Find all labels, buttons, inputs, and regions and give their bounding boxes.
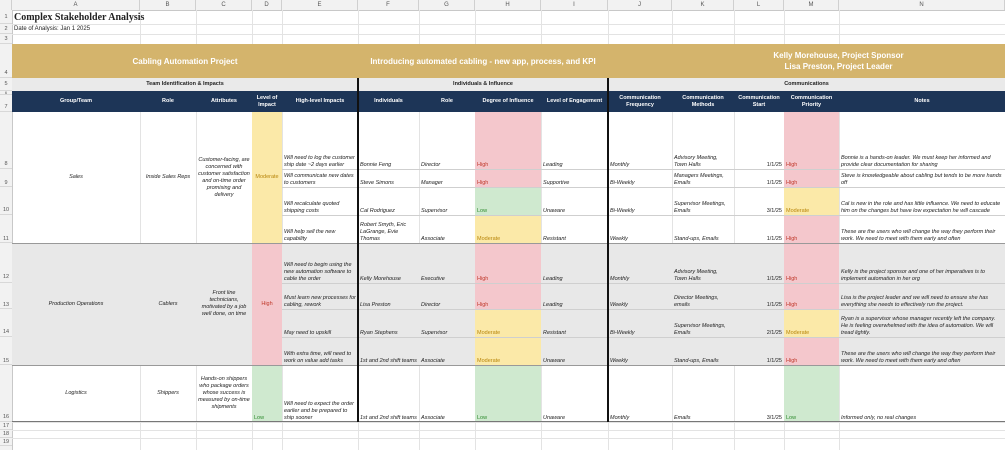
engagement-cell[interactable]: Leading [543,276,563,282]
column-header-b[interactable]: B [140,0,196,10]
impact-cell[interactable]: With extra time, will need to work on value add tasks [284,351,352,364]
start-date-cell[interactable]: 1/1/25 [766,236,782,242]
individual-cell[interactable]: 1st and 2nd shift teams [360,358,417,364]
header-priority: Communication Priority [784,91,839,112]
individual-role-cell[interactable]: Associate [421,415,445,421]
header-attributes: Attributes [196,91,252,112]
priority-cell[interactable]: High [784,283,839,309]
individual-cell[interactable]: Cal Rodriguez [360,208,395,214]
notes-cell[interactable]: Cal is new in the role and has little influence. We need to educate him on the changes but have low expectation he will cascade [841,201,1001,214]
methods-cell[interactable]: Supervisor Meetings, Emails [674,323,726,336]
header-methods: Communication Methods [672,91,734,112]
frequency-cell[interactable]: Bi-Weekly [610,208,635,214]
methods-cell[interactable]: Advisory Meeting, Town Halls [674,269,718,282]
row-header-5[interactable]: 5 [0,78,12,91]
impact-cell[interactable]: Will recalculate quoted shipping costs [284,201,340,214]
row-header-18[interactable]: 18 [0,430,12,438]
individual-cell[interactable]: Lisa Preston [360,302,391,308]
group-attributes[interactable]: Front line technicians, motivated by a job well done, on time [201,290,247,317]
start-date-cell[interactable]: 1/1/25 [766,358,782,364]
project-sponsor: Kelly Morehouse, Project Sponsor [773,51,904,60]
influence-cell[interactable]: Low [475,187,541,215]
impact-cell[interactable]: Will help sell the new capability [284,229,336,242]
individual-role-cell[interactable]: Director [421,162,441,168]
influence-cell[interactable]: High [475,112,541,169]
individual-cell[interactable]: Ryan Stephens [360,330,398,336]
impact-cell[interactable]: Will need to expect the order earlier and be prepared to ship sooner [284,401,354,421]
section-communications: Communications [608,78,1005,91]
row-header-14[interactable]: 14 [0,309,12,337]
engagement-cell[interactable]: Supportive [543,180,570,186]
row-header-19[interactable]: 19 [0,438,12,446]
priority-cell[interactable]: Low [784,365,839,422]
priority-cell[interactable]: High [784,215,839,243]
row-header-15[interactable]: 15 [0,337,12,365]
section-divider [357,78,359,422]
column-header-l[interactable]: L [734,0,784,10]
section-team: Team Identification & Impacts [12,78,358,91]
start-date-cell[interactable]: 3/1/25 [766,415,782,421]
impact-cell[interactable]: Must learn new processes for cabling, rework [284,295,356,308]
impact-cell[interactable]: Will need to log the customer ship date ~2 days earlier [284,155,355,168]
frequency-cell[interactable]: Weekly [610,302,628,308]
row-header-2[interactable]: 2 [0,24,12,34]
row-header-9[interactable]: 9 [0,169,12,187]
column-header-c[interactable]: C [196,0,252,10]
project-leadership [672,44,1005,78]
start-date-cell[interactable]: 1/1/25 [766,180,782,186]
frequency-cell[interactable]: Bi-Weekly [610,330,635,336]
individual-cell[interactable]: Bonnie Feng [360,162,392,168]
row-header-10[interactable]: 10 [0,187,12,215]
methods-cell[interactable]: Advisory Meeting, Town Halls [674,155,718,168]
column-header-k[interactable]: K [672,0,734,10]
individual-cell[interactable]: Kelly Morehouse [360,276,401,282]
frequency-cell[interactable]: Weekly [610,358,628,364]
row-header-11[interactable]: 11 [0,215,12,243]
frequency-cell[interactable]: Bi-Weekly [610,180,635,186]
impact-cell[interactable]: Will need to begin using the new automation software to cable the order [284,262,352,282]
frequency-cell[interactable]: Monthly [610,162,630,168]
methods-cell[interactable]: Stand-ups, Emails [674,358,719,364]
priority-cell[interactable]: High [784,243,839,283]
influence-cell[interactable]: High [475,283,541,309]
header-level: Level of Impact [252,91,282,112]
row-header-4[interactable]: 4 [0,44,12,78]
priority-cell[interactable]: Moderate [784,187,839,215]
column-header-d[interactable]: D [252,0,282,10]
spreadsheet-grid[interactable] [12,10,1005,450]
row-header-16[interactable]: 16 [0,365,12,422]
header-engagement: Level of Engagement [541,91,608,112]
influence-cell[interactable]: High [475,243,541,283]
header-individuals: Individuals [358,91,419,112]
row-header-6[interactable]: 6 [0,91,12,95]
row-header-3[interactable]: 3 [0,34,12,44]
project-name: Cabling Automation Project [132,56,238,66]
priority-cell[interactable]: Moderate [784,309,839,337]
notes-cell[interactable]: Kelly is the project sponsor and one of her imperatives is to implement automation in her org [841,269,985,282]
group-name[interactable]: Logistics [65,390,87,396]
methods-cell[interactable]: Managers Meetings, Emails [674,173,724,186]
influence-cell[interactable]: Moderate [475,309,541,337]
group-role[interactable]: Shippers [157,390,179,396]
header-frequency: Communication Frequency [608,91,672,112]
start-date-cell[interactable]: 1/1/25 [766,162,782,168]
influence-cell[interactable]: Moderate [475,337,541,365]
individual-role-cell[interactable]: Manager [421,180,443,186]
individual-role-cell[interactable]: Supervisor [421,330,448,336]
engagement-cell[interactable]: Leading [543,162,563,168]
group-level-of-impact[interactable]: Moderate [252,112,282,243]
header-start: Communication Start [734,91,784,112]
analysis-date: Date of Analysis: Jan 1 2025 [14,26,91,32]
notes-cell[interactable]: These are the users who will change the way they perform their work. We need to meet with them early and often [841,351,996,364]
section-divider [607,78,609,422]
engagement-cell[interactable]: Unaware [543,208,566,214]
project-description: Introducing automated cabling - new app, process, and KPI [370,56,596,66]
start-date-cell[interactable]: 1/1/25 [766,276,782,282]
frequency-cell[interactable]: Weekly [610,236,628,242]
group-name[interactable]: Production Operations [48,300,104,307]
influence-cell[interactable]: Moderate [475,215,541,243]
column-header-j[interactable]: J [608,0,672,10]
notes-cell[interactable]: Bonnie is a hands-on leader. We must keep her informed and provide clear documentation for sharing [841,155,991,168]
frequency-cell[interactable]: Monthly [610,415,630,421]
individual-role-cell[interactable]: Director [421,302,441,308]
section-individuals: Individuals & Influence [358,78,608,91]
engagement-cell[interactable]: Unaware [543,415,566,421]
row-header-8[interactable]: 8 [0,112,12,169]
header-notes: Notes [839,91,1005,112]
impact-cell[interactable]: May need to upskill [284,330,332,336]
column-header-h[interactable]: H [475,0,541,10]
row-header-7[interactable]: 7 [0,95,12,112]
influence-cell[interactable]: High [475,169,541,187]
engagement-cell[interactable]: Unaware [543,358,566,364]
notes-cell[interactable]: Steve is knowledgeable about cabling but tends to be more hands off [841,173,1002,186]
methods-cell[interactable]: Stand-ups, Emails [674,236,719,242]
influence-cell[interactable]: Low [475,365,541,422]
group-attributes[interactable]: Hands-on shippers who package orders whose success is measured by on-time shipments [198,376,250,410]
engagement-cell[interactable]: Resistant [543,236,566,242]
select-all-corner[interactable] [0,0,12,10]
group-name[interactable]: Sales [69,174,83,180]
impact-cell[interactable]: Will communicate new dates to customers [284,173,354,186]
individual-cell[interactable]: Steve Simons [360,180,394,186]
start-date-cell[interactable]: 2/1/25 [766,330,782,336]
column-header-a[interactable]: A [12,0,140,10]
individual-role-cell[interactable]: Executive [421,276,445,282]
methods-cell[interactable]: Emails [674,415,691,421]
notes-cell[interactable]: Ryan is a supervisor whose manager recently left the company. He is feeling overwhelmed with the idea of automation. We will tread lightly. [841,316,996,336]
group-attributes[interactable]: Customer-facing, are concerned with customer satisfaction and on-time order promising and delivery [198,156,250,198]
engagement-cell[interactable]: Leading [543,302,563,308]
individual-cell[interactable]: 1st and 2nd shift teams [360,415,417,421]
priority-cell[interactable]: High [784,337,839,365]
group-level-of-impact[interactable]: Low [252,365,282,422]
column-header-g[interactable]: G [419,0,475,10]
individual-role-cell[interactable]: Associate [421,236,445,242]
header-impacts: High-level Impacts [282,91,358,112]
header-role2: Role [419,91,475,112]
individual-cell[interactable]: Robert Smyth, Eric LaGrange, Evie Thomas [360,222,407,242]
methods-cell[interactable]: Supervisor Meetings, Emails [674,201,726,214]
column-header-f[interactable]: F [358,0,419,10]
notes-cell[interactable]: These are the users who will change the way they perform their work. We need to meet with them early and often [841,229,996,242]
individual-role-cell[interactable]: Supervisor [421,208,448,214]
row-header-12[interactable]: 12 [0,243,12,283]
header-role: Role [140,91,196,112]
engagement-cell[interactable]: Resistant [543,330,566,336]
header-group: Group/Team [12,91,140,112]
methods-cell[interactable]: Director Meetings, emails [674,295,719,308]
notes-cell[interactable]: Lisa is the project leader and we will need to ensure she has everything she needs to effectively run the project. [841,295,989,308]
column-header-m[interactable]: M [784,0,839,10]
column-header-e[interactable]: E [282,0,358,10]
notes-cell[interactable]: Informed only, no real changes [841,415,917,421]
start-date-cell[interactable]: 3/1/25 [766,208,782,214]
group-role[interactable]: Cablers [158,300,178,307]
row-header-13[interactable]: 13 [0,283,12,309]
individual-role-cell[interactable]: Associate [421,358,445,364]
header-influence: Degree of Influence [475,91,541,112]
frequency-cell[interactable]: Monthly [610,276,630,282]
priority-cell[interactable]: High [784,169,839,187]
priority-cell[interactable]: High [784,112,839,169]
group-role[interactable]: Inside Sales Reps [145,174,191,180]
row-header-1[interactable]: 1 [0,10,12,24]
group-level-of-impact[interactable]: High [252,243,282,365]
column-header-i[interactable]: I [541,0,608,10]
column-header-n[interactable]: N [839,0,1005,10]
start-date-cell[interactable]: 1/1/25 [766,302,782,308]
row-header-17[interactable]: 17 [0,422,12,430]
sheet-title: Complex Stakeholder Analysis [14,12,145,23]
project-leader: Lisa Preston, Project Leader [784,62,893,71]
